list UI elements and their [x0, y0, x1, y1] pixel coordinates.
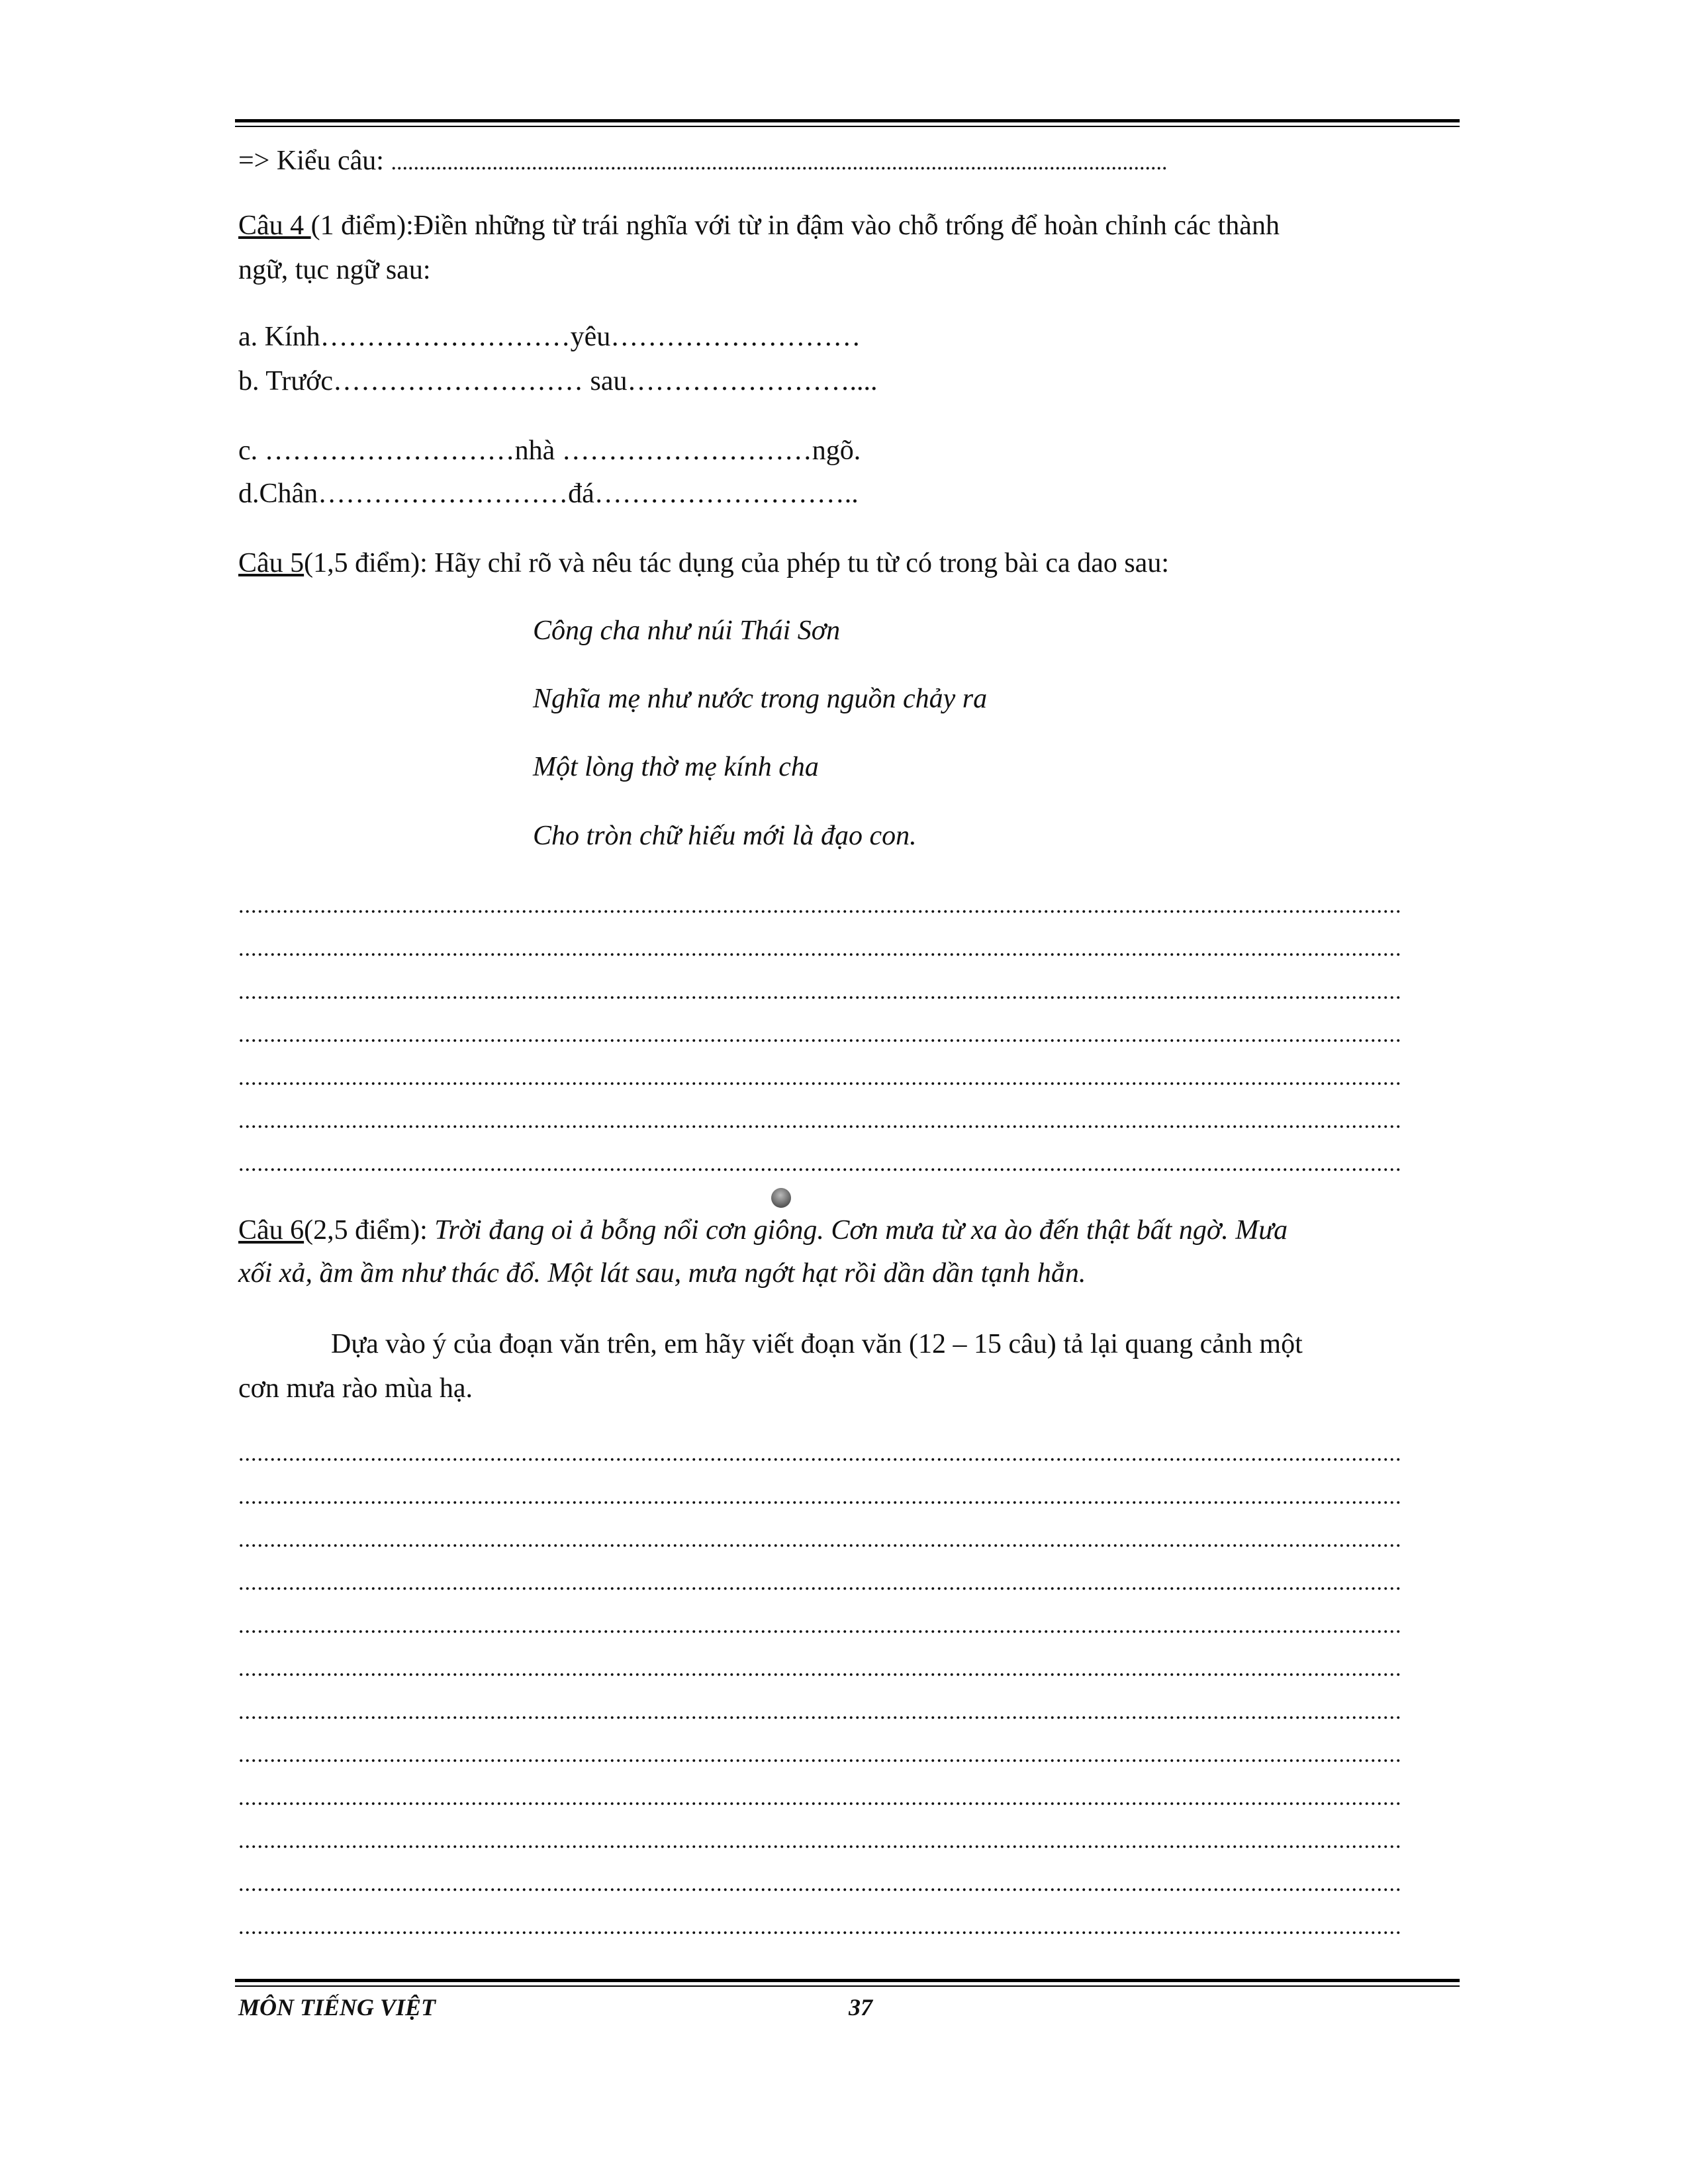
footer-rule-thin — [235, 1985, 1460, 1987]
answer-dotline: ......................................................................................................................................................................................... — [238, 1443, 1402, 1465]
cau6-heading — [238, 1216, 1288, 1244]
footer-rule-thick — [235, 1979, 1460, 1982]
page-number: 37 — [849, 1994, 872, 2021]
scan-artifact — [768, 1185, 795, 1212]
poem-line-2: Nghĩa mẹ như nước trong nguồn chảy ra — [533, 684, 988, 714]
answer-dotline: ......................................................................................................................................................................................... — [238, 1658, 1402, 1680]
cau4-item-a: a. Kính………………………yêu……………………… — [238, 322, 861, 352]
answer-dotline: ......................................................................................................................................................................................... — [238, 1024, 1402, 1046]
cau4-heading — [238, 212, 1280, 240]
cau4-item-c: c. ………………………nhà ………………………ngõ. — [238, 435, 861, 466]
poem-line-3: Một lòng thờ mẹ kính cha — [533, 752, 819, 782]
cau5-text: (1,5 điểm): Hãy chỉ rõ và nêu tác dụng của phép tu từ có trong bài ca dao sau: — [304, 548, 1169, 578]
answer-dotline: ......................................................................................................................................................................................... — [238, 1830, 1402, 1852]
answer-dotline: ......................................................................................................................................................................................... — [238, 1873, 1402, 1895]
answer-dotline: ......................................................................................................................................................................................... — [238, 1615, 1402, 1637]
answer-dotline: ......................................................................................................................................................................................... — [238, 981, 1402, 1003]
cau4-text2: ngữ, tục ngữ sau: — [238, 255, 431, 285]
kieu-cau-line — [238, 147, 1167, 175]
cau4-label: Câu 4 — [238, 210, 311, 241]
cau6-passage-1: Trời đang oi ả bỗng nổi cơn giông. Cơn mưa từ xa ào đến thật bất ngờ. Mưa — [434, 1215, 1288, 1246]
poem-line-1: Công cha như núi Thái Sơn — [533, 615, 841, 646]
answer-dotline: ......................................................................................................................................................................................... — [238, 938, 1402, 960]
answer-dotline: ......................................................................................................................................................................................... — [238, 1529, 1402, 1551]
answer-dotline: ......................................................................................................................................................................................... — [238, 1787, 1402, 1809]
header-rule-thick — [235, 119, 1460, 122]
cau5-label: Câu 5 — [238, 548, 305, 578]
cau4-item-d: d.Chân………………………đá……………………….. — [238, 478, 859, 509]
answer-dotline: ......................................................................................................................................................................................... — [238, 1701, 1402, 1723]
answer-dotline: ......................................................................................................................................................................................... — [238, 1572, 1402, 1594]
footer-subject: MÔN TIẾNG VIỆT — [238, 1994, 436, 2021]
cau6-passage-2: xối xả, ầm ầm như thác đổ. Một lát sau, mưa ngớt hạt rồi dần dần tạnh hẳn. — [238, 1258, 1086, 1289]
kieu-cau-prefix: => Kiểu câu: — [238, 146, 384, 176]
header-rule-thin — [235, 126, 1460, 127]
answer-dotline: ......................................................................................................................................................................................... — [238, 895, 1402, 917]
answer-dotline: ......................................................................................................................................................................................... — [238, 1744, 1402, 1766]
answer-dotline: ......................................................................................................................................................................................... — [238, 1916, 1402, 1938]
cau4-text1: (1 điểm):Điền những từ trái nghĩa với từ in đậm vào chỗ trống để hoàn chỉnh các thành — [310, 210, 1280, 241]
cau6-prompt-2: cơn mưa rào mùa hạ. — [238, 1373, 473, 1404]
cau6-label: Câu 6 — [238, 1215, 305, 1246]
answer-dotline: ......................................................................................................................................................................................... — [238, 1110, 1402, 1132]
cau5-heading — [238, 549, 1169, 577]
answer-dotline: ......................................................................................................................................................................................... — [238, 1486, 1402, 1508]
kieu-cau-dots: .......................................................................................................................................... — [391, 150, 1168, 175]
cau4-item-b: b. Trước……………………… sau…………………….... — [238, 366, 878, 396]
cau6-prompt-1: Dựa vào ý của đoạn văn trên, em hãy viết đoạn văn (12 – 15 câu) tả lại quang cảnh một — [331, 1329, 1303, 1359]
answer-dotline: ......................................................................................................................................................................................... — [238, 1067, 1402, 1089]
answer-dotline: ......................................................................................................................................................................................... — [238, 1153, 1402, 1175]
poem-line-4: Cho tròn chữ hiếu mới là đạo con. — [533, 821, 917, 851]
cau6-points: (2,5 điểm): — [304, 1215, 435, 1246]
